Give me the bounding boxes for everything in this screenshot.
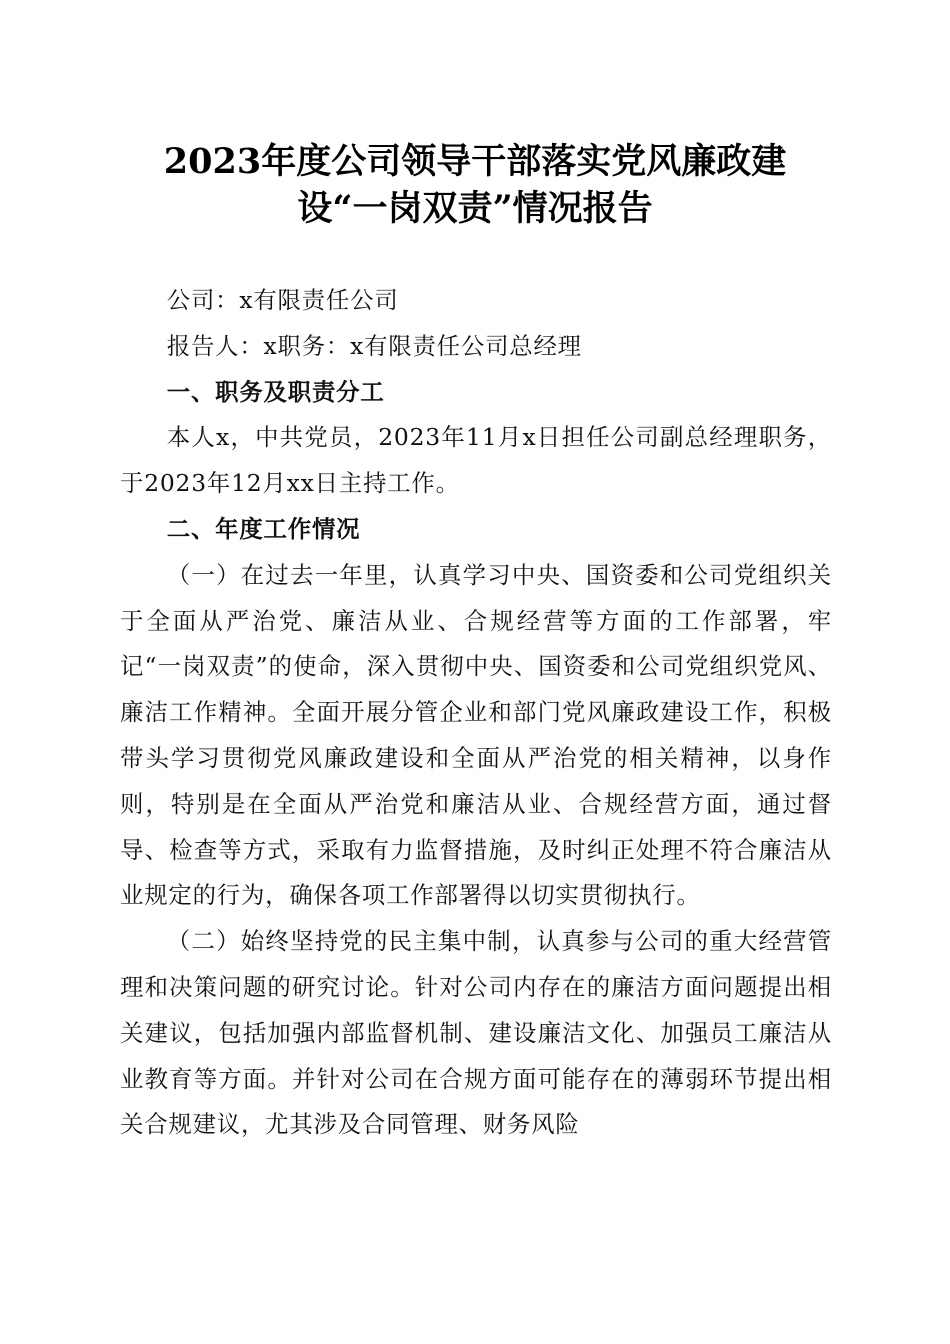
company-line: 公司：x有限责任公司: [166, 286, 399, 314]
document-title: [110, 138, 840, 232]
section-1-paragraph: 本人x，中共党员，2023年11月x日担任公司副总经理职务，于2023年12月xx日主持工作。: [120, 423, 832, 498]
section-2-heading: 二、年度工作情况: [166, 514, 361, 543]
reporter-line: 报告人：x职务：x有限责任公司总经理: [166, 331, 582, 360]
title-line-1: 2023年度公司领导干部落实党风廉政建: [163, 141, 787, 182]
section-1-heading: 一、职务及职责分工: [166, 377, 385, 406]
section-2-paragraph-1: （一）在过去一年里，认真学习中央、国资委和公司党组织关于全面从严治党、廉洁从业、合规经营等方面的工作部署，牢记“一岗双责”的使命，深入贯彻中央、国资委和公司党组织党风、廉洁工作精神。全面开展分管企业和部门党风廉政建设工作，积极带头学习贯彻党风廉政建设和全面从严治党的相关精神，以身作则，特别是在全面从严治党和廉洁从业、合规经营方面，通过督导、检查等方式，采取有力监督措施，及时纠正处理不符合廉洁从业规定的行为，确保各项工作部署得以切实贯彻执行。: [120, 560, 832, 910]
section-2-paragraph-2: （二）始终坚持党的民主集中制，认真参与公司的重大经营管理和决策问题的研究讨论。针对公司内存在的廉洁方面问题提出相关建议，包括加强内部监督机制、建设廉洁文化、加强员工廉洁从业教育等方面。并针对公司在合规方面可能存在的薄弱环节提出相关合规建议，尤其涉及合同管理、财务风险: [120, 927, 832, 1139]
title-line-2: 设“一岗双责”情况报告: [297, 188, 653, 229]
document-body: [120, 278, 832, 1148]
